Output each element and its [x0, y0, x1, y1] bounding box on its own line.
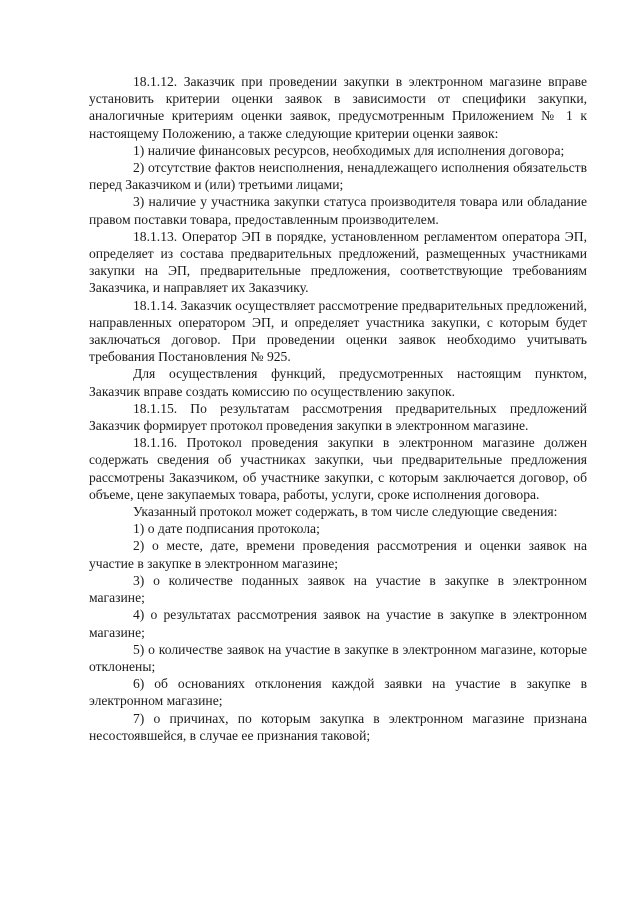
- protocol-item-4: 4) о результатах рассмотрения заявок на участие в закупке в электронном магазине;: [89, 607, 587, 640]
- protocol-item-5: 5) о количестве заявок на участие в закупке в электронном магазине, которые отклонены;: [89, 641, 587, 674]
- paragraph-18-1-14: 18.1.14. Заказчик осуществляет рассмотрение предварительных предложений, направленных оператором ЭП, и определяет участника закупки, с которым будет заключаться договор. При проведении оценки заявок необходимо учитывать требования Постановления № 925.: [89, 297, 587, 365]
- paragraph-commission: Для осуществления функций, предусмотренных настоящим пунктом, Заказчик вправе создать комиссию по осуществлению закупок.: [89, 366, 587, 399]
- protocol-item-3: 3) о количестве поданных заявок на участие в закупке в электронном магазине;: [89, 572, 587, 606]
- criteria-item-2: 2) отсутствие фактов неисполнения, ненадлежащего исполнения обязательств перед Заказчиком и (или) третьими лицами;: [89, 160, 587, 193]
- criteria-item-1: 1) наличие финансовых ресурсов, необходимых для исполнения договора;: [133, 142, 565, 158]
- protocol-item-2: 2) о месте, дате, времени проведения рассмотрения и оценки заявок на участие в закупке в электронном магазине;: [89, 538, 587, 571]
- protocol-item-1: 1) о дате подписания протокола;: [133, 521, 320, 537]
- criteria-item-3: 3) наличие у участника закупки статуса производителя товара или обладание правом поставки товара, предоставленным производителем.: [89, 194, 587, 227]
- paragraph-18-1-12: 18.1.12. Заказчик при проведении закупки в электронном магазине вправе установить критерии оценки заявок в зависимости от специфики закупки, аналогичные критериям оценки заявок, предусмотренным Приложением № 1 к настоящему Положению, а также следующие критерии оценки заявок:: [89, 74, 587, 141]
- protocol-item-7: 7) о причинах, по которым закупка в электронном магазине признана несостоявшейся, в случае ее признания таковой;: [89, 710, 587, 743]
- paragraph-protocol-contents: Указанный протокол может содержать, в том числе следующие сведения:: [133, 504, 558, 520]
- paragraph-18-1-16: 18.1.16. Протокол проведения закупки в электронном магазине должен содержать сведения об участниках закупки, чьи предварительные предложения рассмотрены Заказчиком, об участнике закупки, с которым заключается договор, об объеме, цене закупаемых товара, работы, услуги, сроке исполнения договора.: [89, 435, 587, 502]
- protocol-item-6: 6) об основаниях отклонения каждой заявки на участие в закупке в электронном магазине;: [89, 676, 587, 709]
- paragraph-18-1-15: 18.1.15. По результатам рассмотрения предварительных предложений Заказчик формирует протокол проведения закупки в электронном магазине.: [89, 400, 587, 434]
- document-body: [89, 73, 587, 744]
- paragraph-18-1-13: 18.1.13. Оператор ЭП в порядке, установленном регламентом оператора ЭП, определяет из состава предварительных предложений, размещенных участниками закупки на ЭП, предварительные предложения, соответствующие требованиям Заказчика, и направляет их Заказчику.: [89, 228, 587, 296]
